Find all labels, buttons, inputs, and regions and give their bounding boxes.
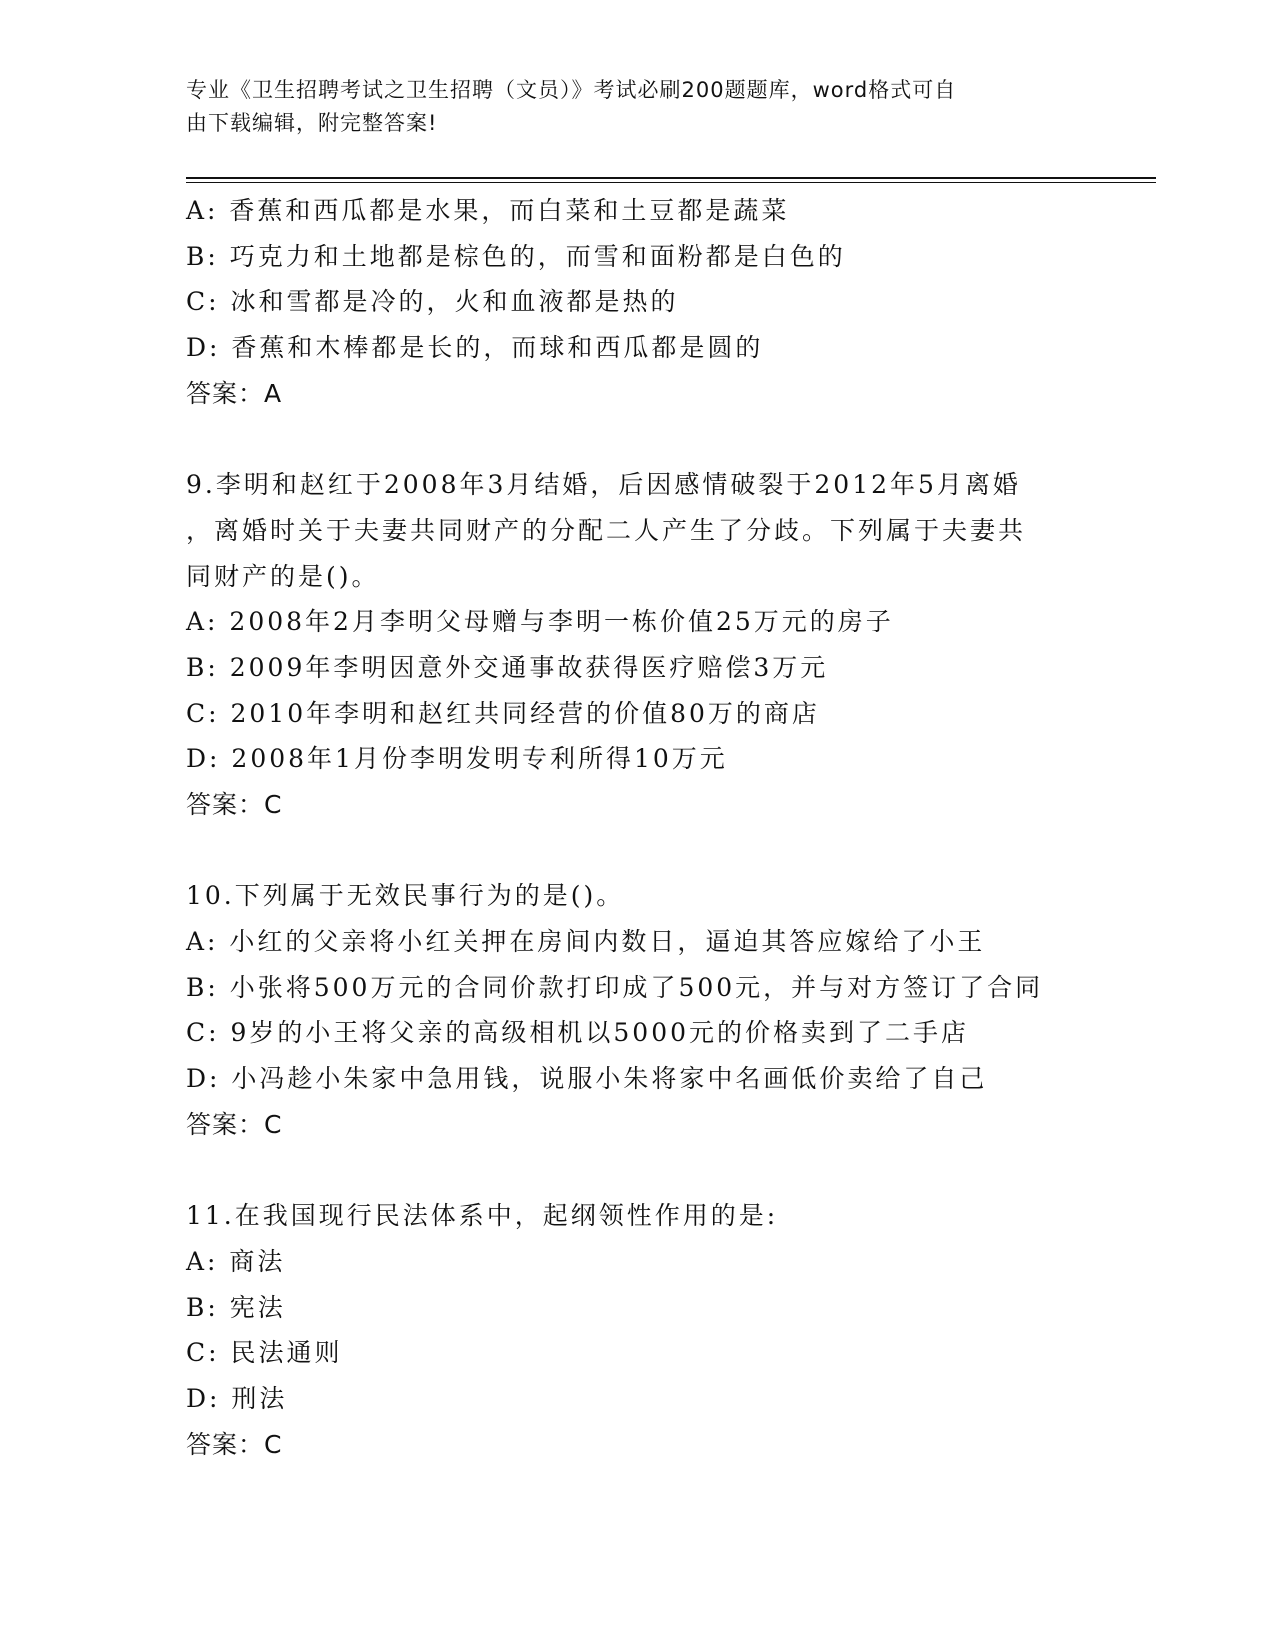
question-10 (186, 873, 1086, 1147)
header-line-2: 由下载编辑，附完整答案! (186, 111, 438, 135)
option-a: A: 商法 (186, 1246, 286, 1276)
option-a: A: 香蕉和西瓜都是水果，而白菜和土豆都是蔬菜 (186, 196, 790, 225)
answer: 答案：C (186, 789, 283, 819)
option-b: B: 巧克力和土地都是棕色的，而雪和面粉都是白色的 (186, 241, 846, 271)
spacer (186, 416, 1086, 462)
header-line-1: 专业《卫生招聘考试之卫生招聘（文员）》考试必刷200题题库，word格式可自 (186, 78, 957, 102)
question-9 (186, 462, 1086, 828)
option-b: B: 小张将500万元的合同价款打印成了500元，并与对方签订了合同 (186, 972, 1044, 1002)
question-stem-line: 10.下列属于无效民事行为的是()。 (186, 881, 625, 911)
question-stem-line: 9.李明和赵红于2008年3月结婚，后因感情破裂于2012年5月离婚 (186, 470, 1021, 500)
header-divider-thick (186, 177, 1156, 179)
question-list (186, 188, 1086, 1467)
option-c: C: 冰和雪都是冷的，火和血液都是热的 (186, 287, 679, 317)
spacer (186, 1147, 1086, 1193)
answer: 答案：C (186, 1429, 283, 1459)
option-d: D: 2008年1月份李明发明专利所得10万元 (186, 744, 728, 774)
answer: 答案：A (186, 378, 283, 408)
document-header (186, 74, 1066, 140)
spacer (186, 828, 1086, 874)
option-b: B: 宪法 (186, 1292, 286, 1322)
option-b: B: 2009年李明因意外交通事故获得医疗赔偿3万元 (186, 652, 829, 682)
question-stem-line: ，离婚时关于夫妻共同财产的分配二人产生了分歧。下列属于夫妻共 (186, 515, 1027, 545)
question-stem-line: 同财产的是()。 (186, 561, 380, 591)
question-stem-line: 11.在我国现行民法体系中，起纲领性作用的是: (186, 1201, 779, 1231)
option-a: A: 2008年2月李明父母赠与李明一栋价值25万元的房子 (186, 607, 894, 637)
answer: 答案：C (186, 1109, 283, 1139)
option-c: C: 9岁的小王将父亲的高级相机以5000元的价格卖到了二手店 (186, 1018, 970, 1048)
question-8 (186, 188, 1086, 416)
option-d: D: 香蕉和木棒都是长的，而球和西瓜都是圆的 (186, 333, 764, 363)
question-11 (186, 1193, 1086, 1467)
option-c: C: 2010年李明和赵红共同经营的价值80万的商店 (186, 698, 820, 728)
header-divider-thin (186, 182, 1156, 183)
option-d: D: 小冯趁小朱家中急用钱，说服小朱将家中名画低价卖给了自己 (186, 1064, 988, 1094)
option-a: A: 小红的父亲将小红关押在房间内数日，逼迫其答应嫁给了小王 (186, 927, 986, 956)
option-d: D: 刑法 (186, 1383, 288, 1413)
option-c: C: 民法通则 (186, 1338, 343, 1368)
